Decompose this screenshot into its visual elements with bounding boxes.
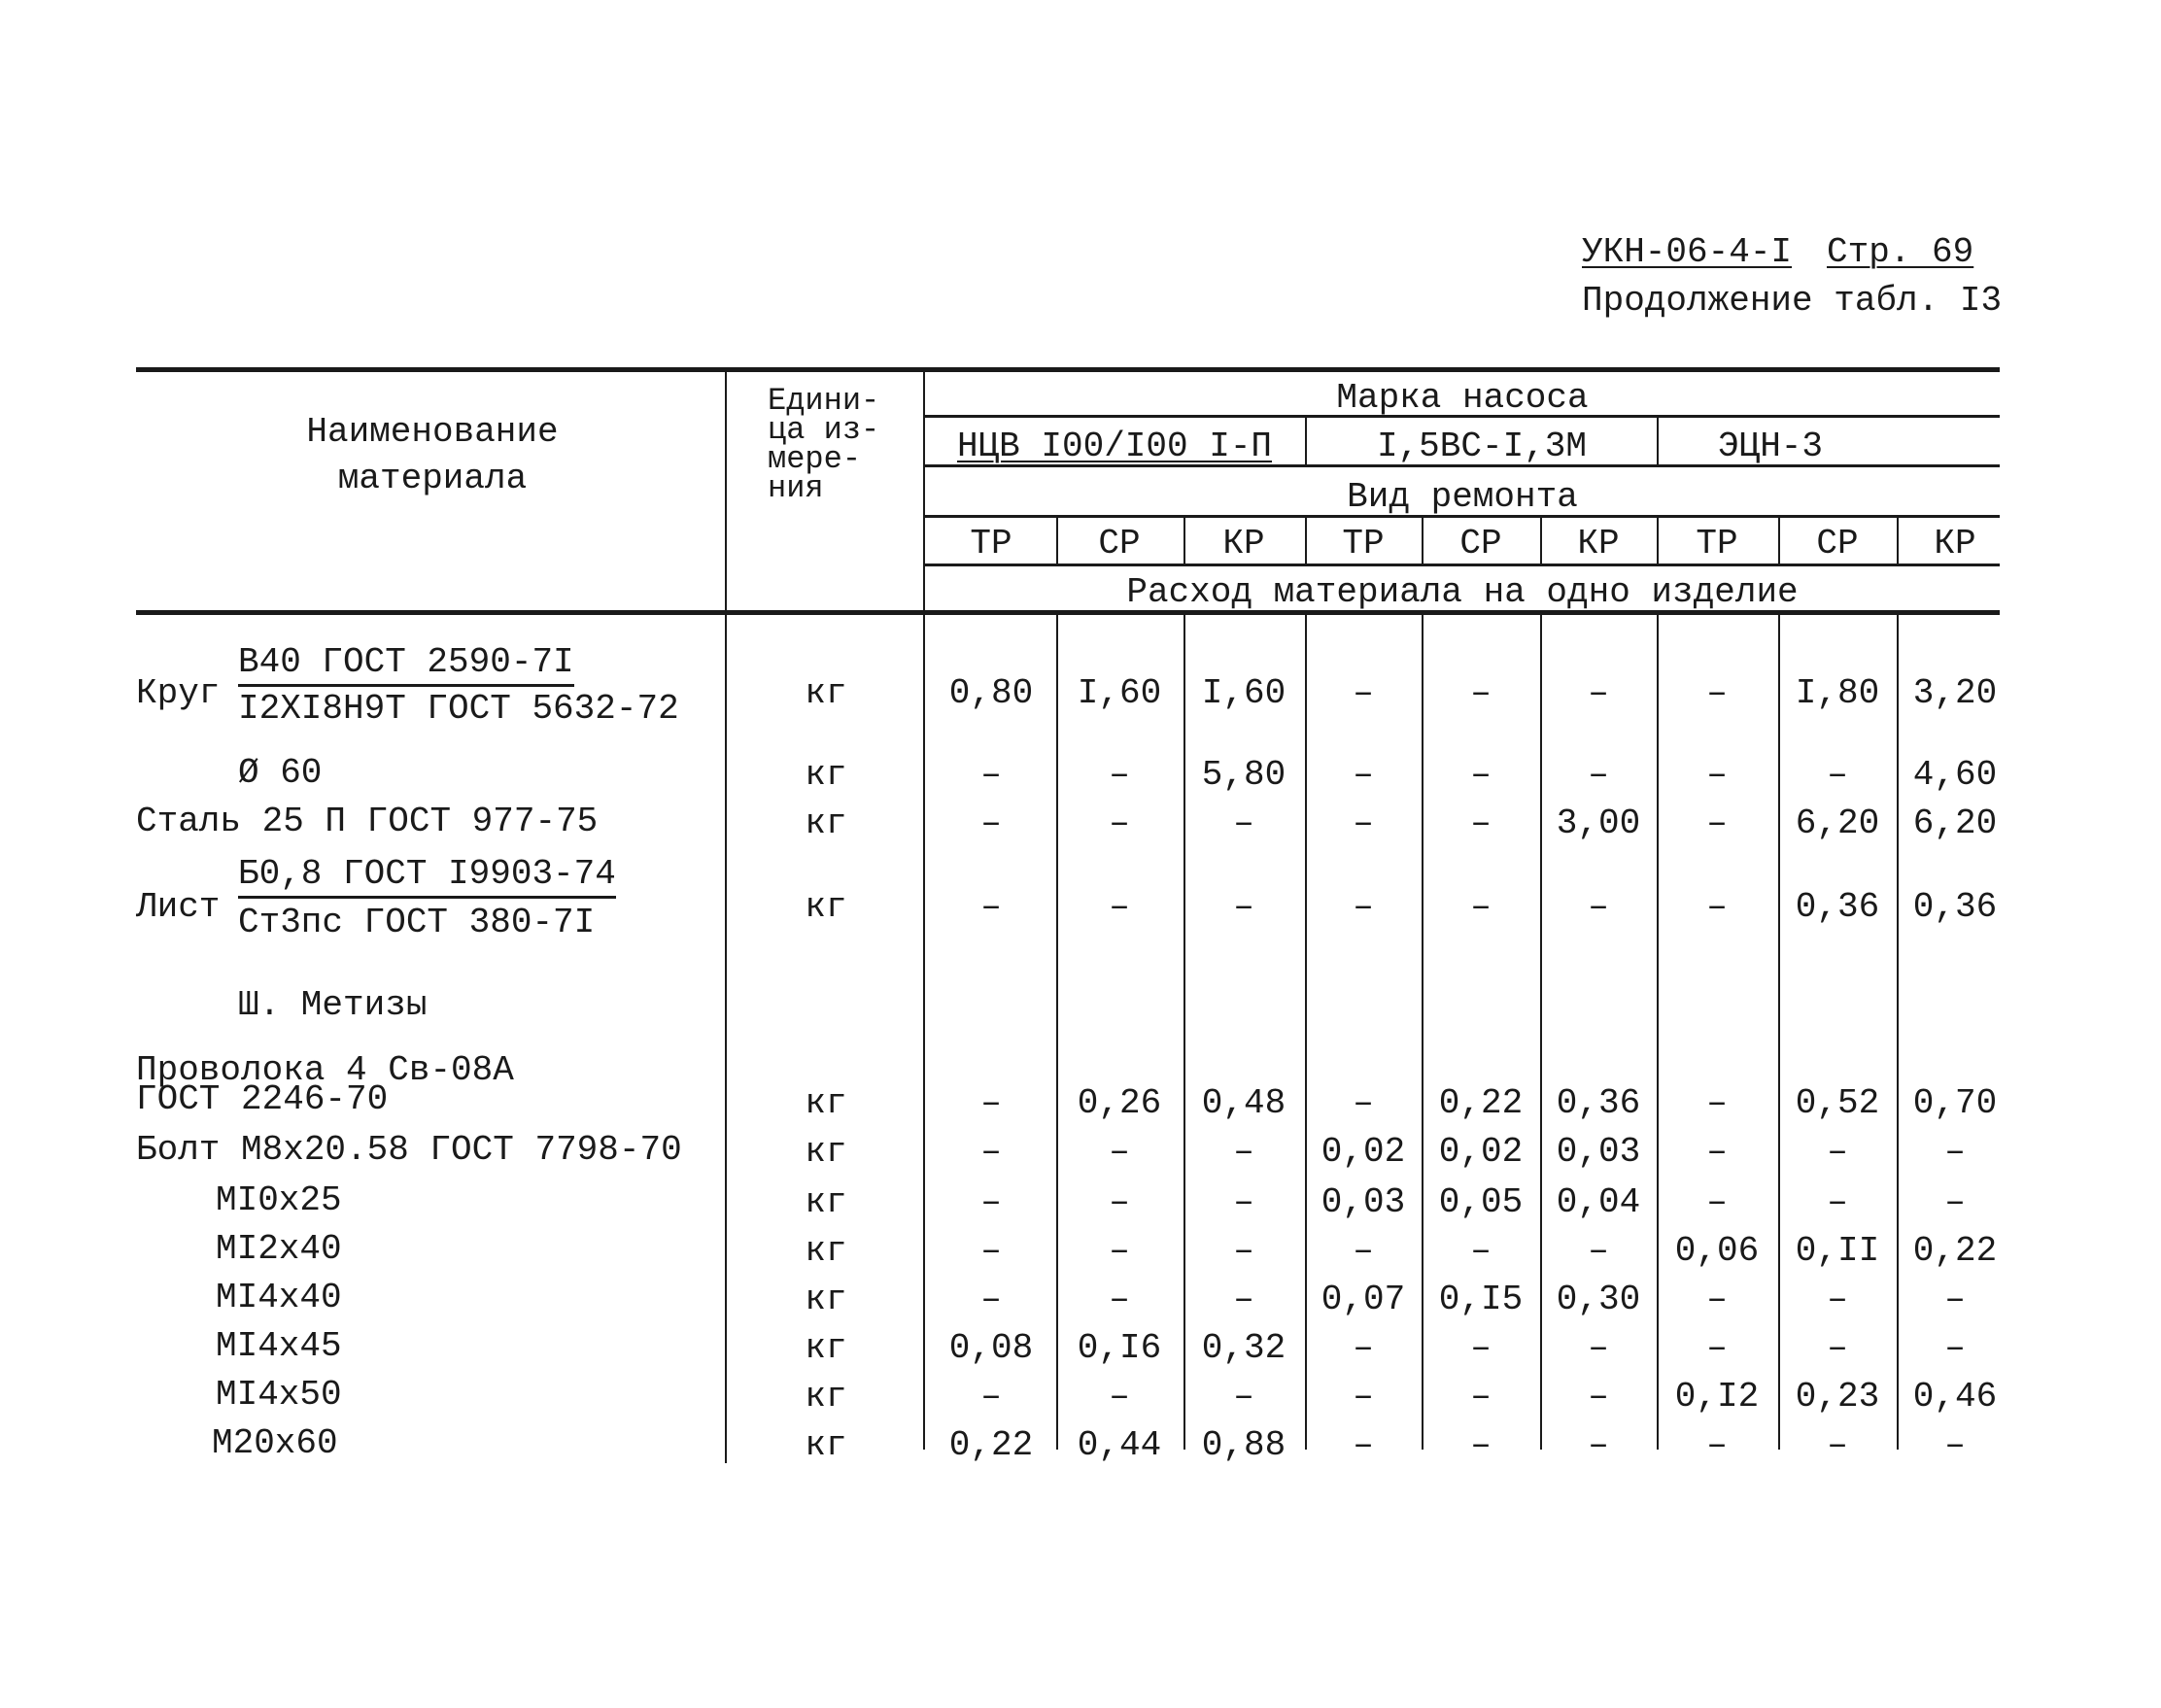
value-cell: – [1588, 673, 1609, 713]
unit-cell: кг [805, 1377, 847, 1417]
document-reference: УКН-06-4-I [1582, 232, 1793, 272]
value-cell: 0,52 [1795, 1083, 1880, 1123]
unit-cell: кг [805, 1182, 847, 1222]
value-cell: – [1827, 1425, 1848, 1465]
value-cell: – [1706, 1182, 1728, 1222]
value-cell: 0,70 [1912, 1083, 1998, 1123]
value-cell: – [1233, 1280, 1254, 1319]
value-cell: – [1109, 1280, 1130, 1319]
value-cell: – [1588, 755, 1609, 795]
value-cell: – [1353, 887, 1374, 927]
material-name: М20х60 [212, 1423, 338, 1463]
material-name: МI0х25 [216, 1180, 342, 1220]
value-cell: – [1827, 1280, 1848, 1319]
column-divider [1056, 614, 1058, 1450]
value-cell: 0,06 [1674, 1231, 1760, 1271]
value-cell: – [1706, 1083, 1728, 1123]
value-cell: – [1233, 1132, 1254, 1172]
value-cell: 0,I5 [1438, 1280, 1524, 1319]
value-cell: – [1109, 1182, 1130, 1222]
value-cell: – [1470, 673, 1492, 713]
column-header-material [146, 413, 719, 498]
column-divider [1305, 614, 1307, 1450]
material-grade-text: Б0,8 ГОСТ I9903-74 [238, 854, 616, 899]
value-cell: 5,80 [1201, 755, 1286, 795]
value-cell: – [1109, 755, 1130, 795]
value-cell: 0,22 [1912, 1231, 1998, 1271]
material-standard: Ст3пс ГОСТ 380-7I [238, 903, 596, 942]
material-name: Сталь 25 П ГОСТ 977-75 [136, 802, 599, 841]
unit-cell: кг [805, 1328, 847, 1368]
value-cell: 0,I6 [1077, 1328, 1162, 1368]
value-cell: 0,36 [1912, 887, 1998, 927]
value-cell: – [980, 1132, 1002, 1172]
value-cell: 4,60 [1912, 755, 1998, 795]
column-header-line: материала [337, 459, 528, 498]
value-cell: – [1470, 803, 1492, 843]
value-cell: – [980, 887, 1002, 927]
value-cell: 0,26 [1077, 1083, 1162, 1123]
value-cell: 0,80 [948, 673, 1034, 713]
value-cell: – [1706, 887, 1728, 927]
pump-name: I,5ВС-I,3М [1376, 427, 1588, 466]
material-name: Болт М8х20.58 ГОСТ 7798-70 [136, 1130, 682, 1170]
repair-type-cell: КР [1934, 524, 1976, 564]
value-cell: – [1827, 1132, 1848, 1172]
value-cell: – [1470, 887, 1492, 927]
value-cell: – [1944, 1132, 1966, 1172]
value-cell: – [1353, 803, 1374, 843]
value-cell: 0,II [1795, 1231, 1880, 1271]
page-number: Стр. 69 [1827, 232, 1974, 272]
value-cell: 0,03 [1321, 1182, 1406, 1222]
value-cell: 0,22 [1438, 1083, 1524, 1123]
repair-types-rule [923, 564, 2000, 566]
value-cell: – [1588, 1231, 1609, 1271]
value-cell: – [1353, 1231, 1374, 1271]
value-cell: – [1470, 1377, 1492, 1417]
value-cell: – [980, 1083, 1002, 1123]
repair-type-cell: ТР [1696, 524, 1738, 564]
value-cell: – [1470, 1425, 1492, 1465]
unit-cell: кг [805, 1083, 847, 1123]
value-cell: – [1588, 887, 1609, 927]
repair-type-cell: КР [1577, 524, 1620, 564]
column-header-line: ца из- [768, 412, 880, 448]
column-header-line: ния [768, 470, 824, 506]
value-cell: – [980, 755, 1002, 795]
column-header-line: Наименование [306, 412, 559, 452]
column-divider [1778, 614, 1780, 1450]
pump-name: ЭЦН-3 [1717, 427, 1824, 466]
value-cell: – [1706, 1132, 1728, 1172]
repair-type-cell: СР [1816, 524, 1859, 564]
value-cell: 0,36 [1556, 1083, 1641, 1123]
value-cell: 0,46 [1912, 1377, 1998, 1417]
value-cell: – [1706, 803, 1728, 843]
unit-cell: кг [805, 673, 847, 713]
value-cell: – [1706, 1280, 1728, 1319]
value-cell: – [1353, 1425, 1374, 1465]
value-cell: – [1706, 1328, 1728, 1368]
repair-type-cell: ТР [1342, 524, 1385, 564]
value-cell: – [1233, 1182, 1254, 1222]
repair-type-cell: СР [1459, 524, 1502, 564]
value-cell: – [980, 1182, 1002, 1222]
value-cell: – [1353, 673, 1374, 713]
value-cell: – [980, 1377, 1002, 1417]
value-cell: – [980, 803, 1002, 843]
value-cell: – [1109, 1231, 1130, 1271]
value-cell: I,80 [1795, 673, 1880, 713]
unit-cell: кг [805, 887, 847, 927]
value-cell: – [1109, 1377, 1130, 1417]
value-cell: – [1588, 1377, 1609, 1417]
value-cell: 0,22 [948, 1425, 1034, 1465]
value-cell: I,60 [1077, 673, 1162, 713]
repair-type-cell: СР [1098, 524, 1141, 564]
column-divider [1540, 614, 1542, 1450]
value-cell: 6,20 [1912, 803, 1998, 843]
value-cell: – [1470, 1231, 1492, 1271]
repair-type-header: Вид ремонта [1347, 477, 1578, 517]
value-cell: – [1588, 1425, 1609, 1465]
value-cell: – [1944, 1182, 1966, 1222]
pump-brand-header: Марка насоса [1336, 378, 1589, 418]
consumption-header: Расход материала на одно изделие [1126, 572, 1799, 612]
value-cell: 3,20 [1912, 673, 1998, 713]
value-cell: – [1353, 1083, 1374, 1123]
material-name: Ø 60 [238, 753, 323, 793]
column-header-unit [768, 383, 880, 506]
value-cell: – [1827, 1328, 1848, 1368]
value-cell: 0,48 [1201, 1083, 1286, 1123]
value-cell: – [1827, 755, 1848, 795]
value-cell: 0,05 [1438, 1182, 1524, 1222]
value-cell: – [1353, 1328, 1374, 1368]
unit-cell: кг [805, 1425, 847, 1465]
material-grade [238, 643, 574, 682]
value-cell: 0,30 [1556, 1280, 1641, 1319]
value-cell: – [1353, 1377, 1374, 1417]
column-divider [725, 369, 727, 1463]
value-cell: 0,36 [1795, 887, 1880, 927]
material-name: МI4х45 [216, 1326, 342, 1366]
material-group-label: Круг [136, 673, 221, 713]
value-cell: – [1944, 1425, 1966, 1465]
pump-name: НЦВ I00/I00 I-П [956, 427, 1273, 466]
table-top-rule [136, 367, 2000, 372]
value-cell: – [1470, 755, 1492, 795]
unit-cell: кг [805, 1132, 847, 1172]
table-continuation-note: Продолжение табл. I3 [1582, 281, 2003, 321]
value-cell: 0,07 [1321, 1280, 1406, 1319]
material-grade-text: В40 ГОСТ 2590-7I [238, 642, 574, 687]
column-header-line: Едини- [768, 383, 880, 419]
repair-type-cell: КР [1222, 524, 1265, 564]
value-cell: – [1233, 1377, 1254, 1417]
value-cell: – [1944, 1328, 1966, 1368]
value-cell: – [980, 1280, 1002, 1319]
material-standard: ГОСТ 2246-70 [136, 1079, 389, 1119]
material-name: МI4х40 [216, 1278, 342, 1317]
material-standard: I2XI8H9T ГОСТ 5632-72 [238, 689, 679, 729]
value-cell: 0,44 [1077, 1425, 1162, 1465]
column-header-line: мере- [768, 441, 862, 477]
material-grade [238, 855, 616, 894]
value-cell: – [1470, 1328, 1492, 1368]
value-cell: 0,02 [1321, 1132, 1406, 1172]
unit-cell: кг [805, 755, 847, 795]
value-cell: 0,88 [1201, 1425, 1286, 1465]
value-cell: 0,02 [1438, 1132, 1524, 1172]
value-cell: 0,04 [1556, 1182, 1641, 1222]
value-cell: – [1233, 803, 1254, 843]
value-cell: – [1233, 1231, 1254, 1271]
value-cell: – [1706, 1425, 1728, 1465]
value-cell: 0,32 [1201, 1328, 1286, 1368]
column-divider [1897, 614, 1899, 1450]
value-cell: – [1944, 1280, 1966, 1319]
material-name: МI2х40 [216, 1229, 342, 1269]
column-divider [1183, 614, 1185, 1450]
value-cell: – [1353, 755, 1374, 795]
column-divider [1422, 614, 1424, 1450]
unit-cell: кг [805, 1280, 847, 1319]
material-name: Проволока 4 Св-08А [136, 1050, 514, 1090]
value-cell: – [1706, 755, 1728, 795]
section-title: Ш. Метизы [238, 985, 428, 1025]
value-cell: – [1109, 1132, 1130, 1172]
value-cell: 0,08 [948, 1328, 1034, 1368]
column-divider [923, 369, 925, 1450]
value-cell: 0,23 [1795, 1377, 1880, 1417]
value-cell: – [1233, 887, 1254, 927]
value-cell: 0,I2 [1674, 1377, 1760, 1417]
value-cell: – [1109, 803, 1130, 843]
unit-cell: кг [805, 803, 847, 843]
unit-cell: кг [805, 1231, 847, 1271]
value-cell: 0,03 [1556, 1132, 1641, 1172]
material-group-label: Лист [136, 887, 221, 927]
column-divider [1657, 614, 1659, 1450]
value-cell: 6,20 [1795, 803, 1880, 843]
material-name: МI4х50 [216, 1375, 342, 1415]
value-cell: – [1109, 887, 1130, 927]
value-cell: – [1706, 673, 1728, 713]
value-cell: – [980, 1231, 1002, 1271]
repair-type-cell: ТР [970, 524, 1012, 564]
value-cell: – [1827, 1182, 1848, 1222]
value-cell: 3,00 [1556, 803, 1641, 843]
column-divider [1056, 517, 1058, 565]
value-cell: I,60 [1201, 673, 1286, 713]
value-cell: – [1588, 1328, 1609, 1368]
